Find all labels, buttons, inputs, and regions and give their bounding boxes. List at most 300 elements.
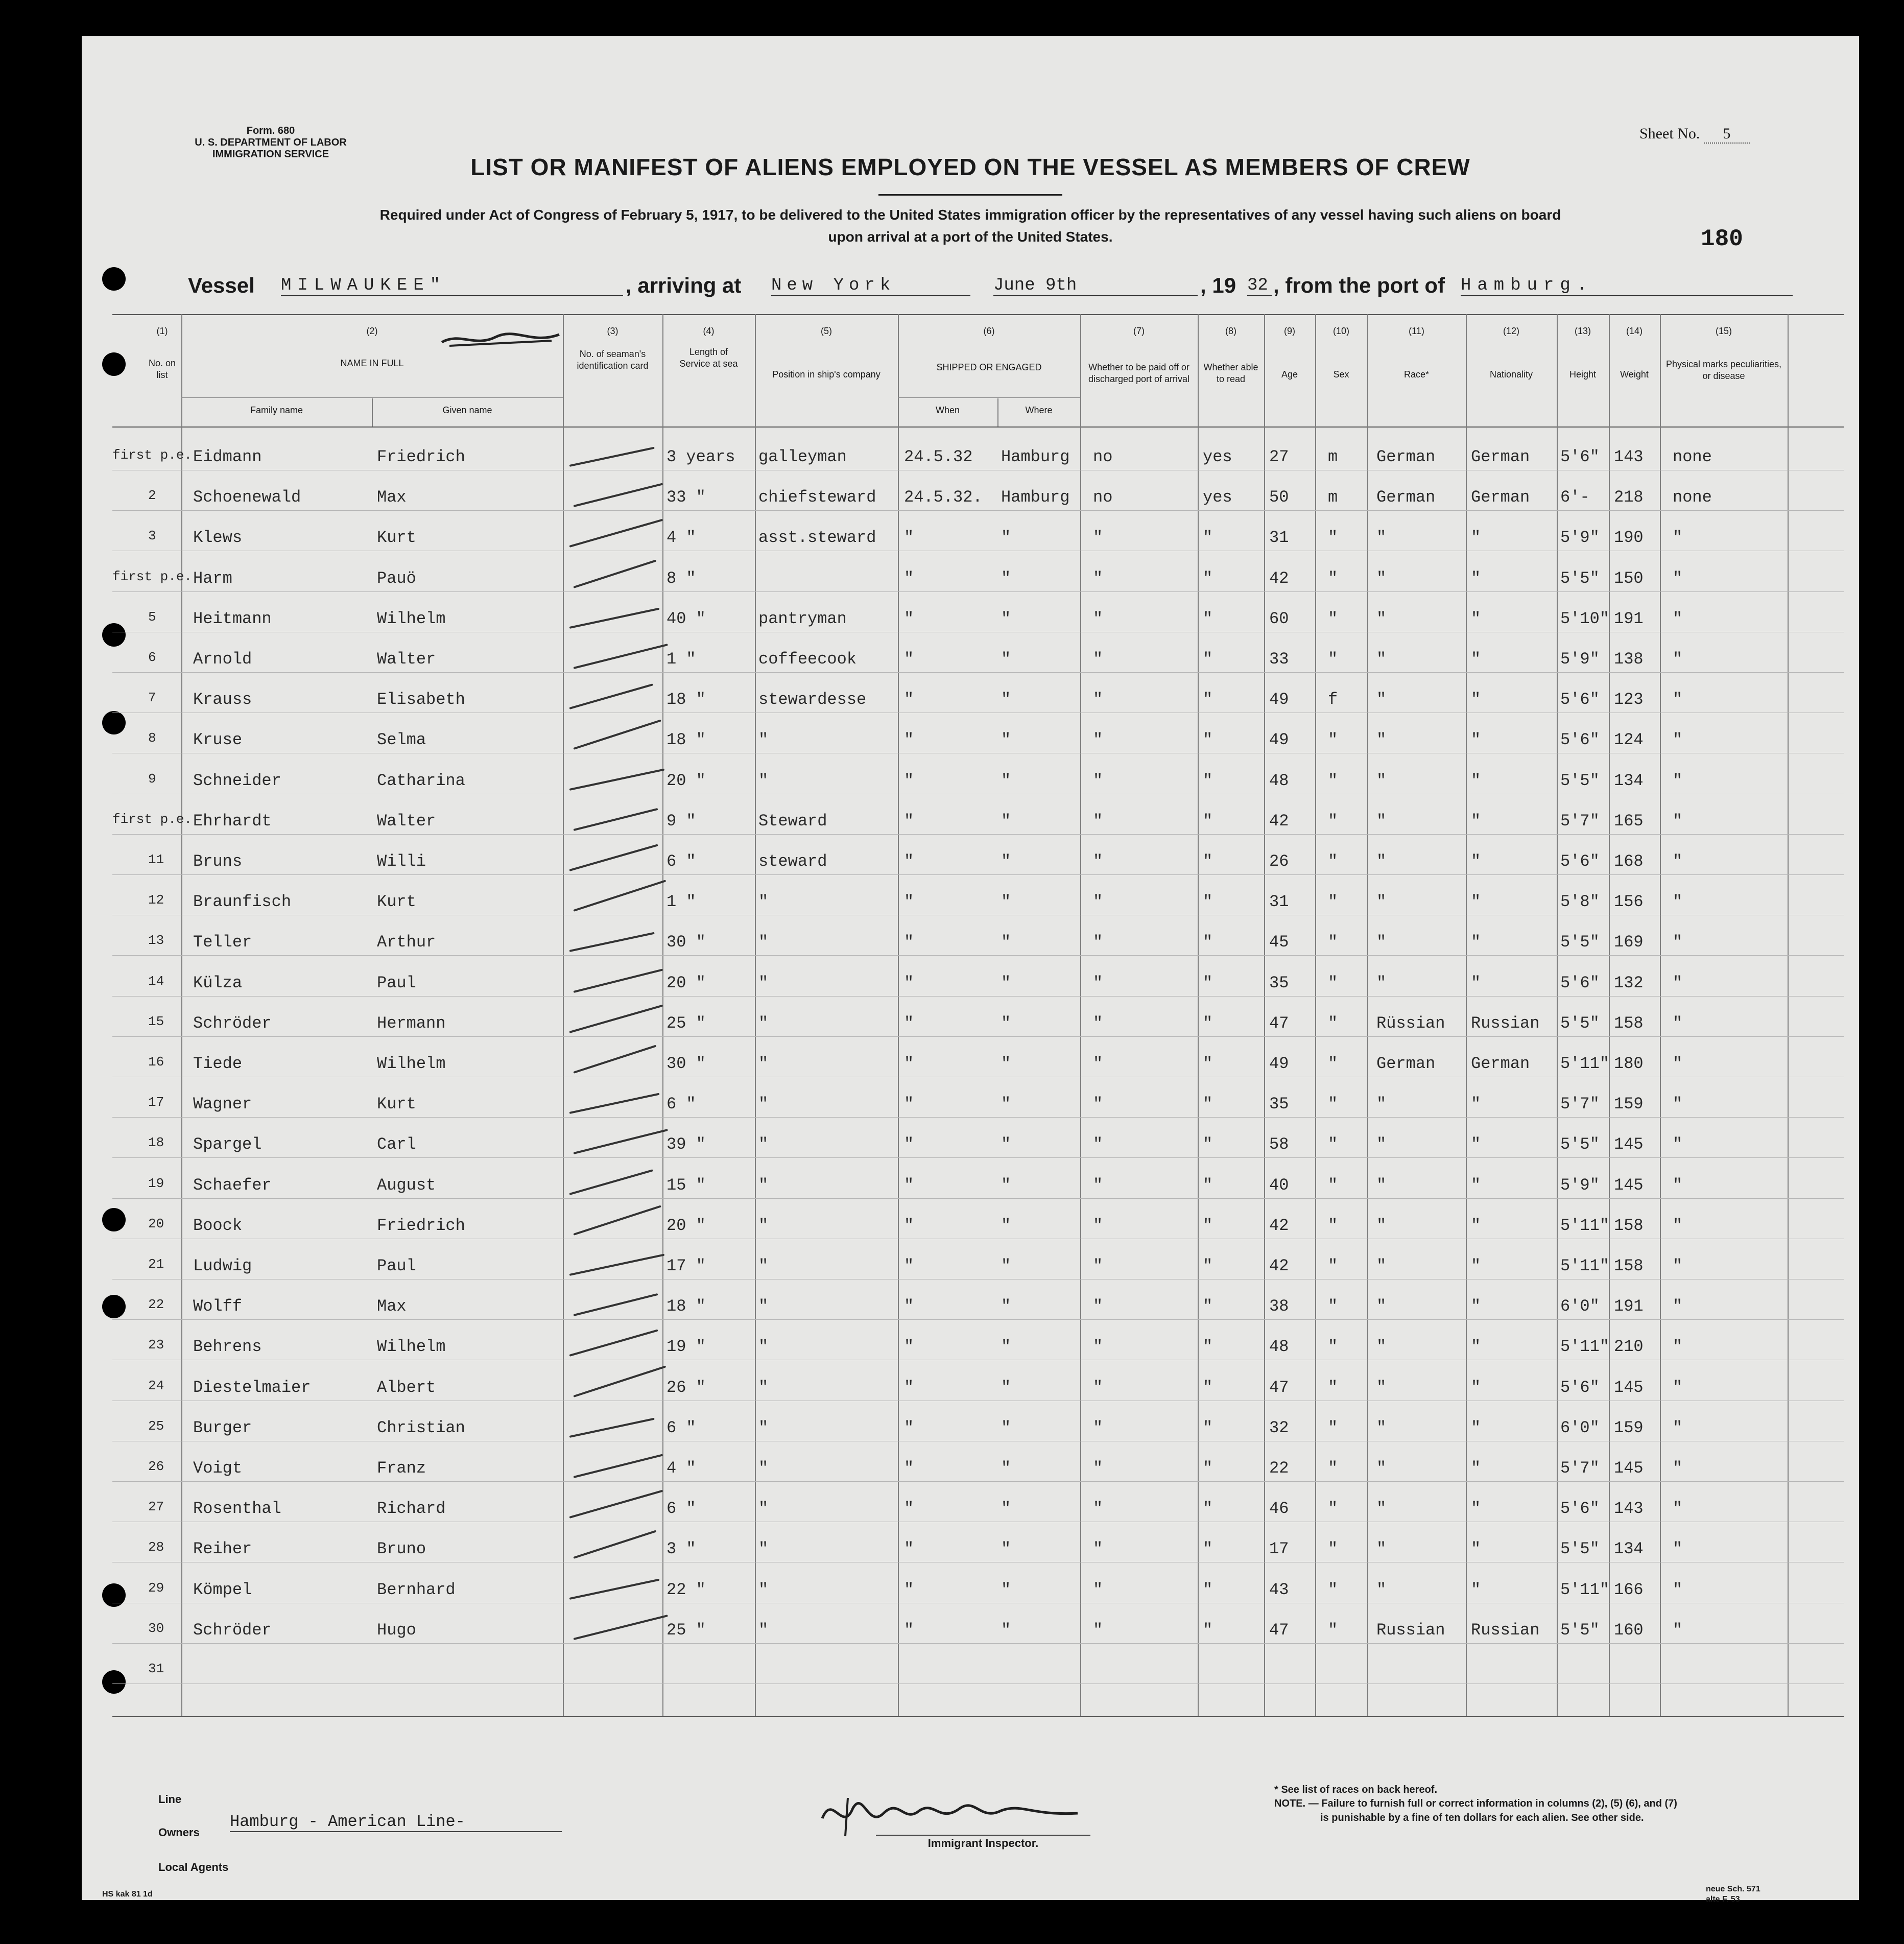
sex: " [1328, 1175, 1338, 1195]
vessel-name: MILWAUKEE" [281, 276, 623, 296]
service-length: 22 " [667, 1580, 706, 1599]
id-card-checkmark [569, 1093, 660, 1114]
given-name-subheader: Given name [442, 405, 492, 415]
id-card-checkmark [573, 880, 666, 912]
able-to-read: " [1203, 568, 1213, 588]
weight: 143 [1614, 1499, 1644, 1519]
given-name: Elisabeth [377, 690, 465, 709]
physical-marks: none [1673, 447, 1712, 466]
id-card-checkmark [574, 1615, 668, 1640]
punch-hole [102, 267, 126, 291]
age: 27 [1269, 447, 1289, 466]
row-rule [112, 1198, 1844, 1199]
row-number: 15 [148, 1013, 164, 1029]
paid-off: " [1093, 892, 1103, 912]
given-name: Christian [377, 1418, 465, 1437]
paid-off: " [1093, 771, 1103, 790]
col9-number: (9) [1284, 326, 1295, 336]
sheet-value: 5 [1704, 125, 1750, 144]
row-rule [112, 1036, 1844, 1037]
when-subheader: When [935, 405, 960, 415]
age: 33 [1269, 650, 1289, 669]
able-to-read: " [1203, 1216, 1213, 1235]
race: " [1376, 1580, 1387, 1599]
nationality: " [1471, 1216, 1481, 1235]
shipped-where: " [1001, 1175, 1011, 1195]
position: galleyman [758, 447, 847, 466]
shipped-when: " [904, 1418, 914, 1437]
service-length: 40 " [667, 609, 706, 628]
family-name: Krauss [193, 690, 252, 709]
age: 26 [1269, 852, 1289, 871]
position: pantryman [758, 609, 847, 628]
service-length: 3 " [667, 1539, 696, 1559]
manifest-sheet [82, 36, 1859, 1904]
paid-off: " [1093, 1620, 1103, 1640]
position: " [758, 1175, 769, 1195]
height: 5'11" [1560, 1337, 1610, 1357]
able-to-read: " [1203, 1013, 1213, 1033]
paid-off: " [1093, 528, 1103, 548]
race: " [1376, 852, 1387, 871]
able-to-read: " [1203, 1620, 1213, 1640]
physical-marks: " [1673, 730, 1683, 750]
shipped-when: " [904, 1378, 914, 1397]
weight: 132 [1614, 973, 1644, 992]
age: 60 [1269, 609, 1289, 628]
row-number: 29 [148, 1580, 164, 1596]
row-number: 22 [148, 1297, 164, 1313]
shipped-when: " [904, 730, 914, 750]
position: " [758, 1378, 769, 1397]
age: 45 [1269, 933, 1289, 952]
nationality: " [1471, 650, 1481, 669]
arriving-label: , arriving at [626, 273, 742, 297]
physical-marks: " [1673, 1499, 1683, 1519]
paid-off: " [1093, 690, 1103, 709]
given-name: Walter [377, 650, 436, 669]
paid-off: " [1093, 1499, 1103, 1519]
height: 5'10" [1560, 609, 1610, 628]
service-length: 18 " [667, 1297, 706, 1316]
family-name: Behrens [193, 1337, 262, 1357]
sex: " [1328, 1216, 1338, 1235]
race: " [1376, 1257, 1387, 1275]
able-to-read: " [1203, 892, 1213, 912]
given-name: Selma [377, 730, 426, 750]
race: " [1376, 1418, 1387, 1437]
arriving-port: New York [771, 276, 970, 296]
id-card-checkmark [569, 519, 663, 548]
height: 5'8" [1560, 892, 1600, 912]
punch-hole [102, 1208, 126, 1231]
race: " [1376, 973, 1387, 992]
col3-number: (3) [607, 326, 618, 336]
col12-number: (12) [1503, 326, 1519, 336]
nationality: German [1471, 488, 1530, 507]
height: 5'6" [1560, 1378, 1600, 1397]
from-port-label: , from the port of [1273, 273, 1445, 297]
family-name: Rosenthal [193, 1499, 281, 1519]
able-to-read: " [1203, 1459, 1213, 1478]
id-card-checkmark [569, 1490, 663, 1519]
inspector-label: Immigrant Inspector. [876, 1835, 1090, 1850]
shipped-when: " [904, 852, 914, 871]
physical-marks: " [1673, 933, 1683, 952]
weight: 218 [1614, 488, 1644, 507]
shipped-when: " [904, 771, 914, 790]
sex: " [1328, 730, 1338, 750]
physical-marks: " [1673, 1539, 1683, 1559]
service-length: 18 " [667, 730, 706, 750]
position: " [758, 933, 769, 952]
shipped-where: Hamburg [1001, 447, 1070, 466]
shipped-where: " [1001, 852, 1011, 871]
shipped-when: " [904, 811, 914, 831]
position: " [758, 973, 769, 992]
id-card-checkmark [573, 1205, 661, 1235]
given-name: Bruno [377, 1539, 426, 1559]
weight: 210 [1614, 1337, 1644, 1357]
position: " [758, 1257, 769, 1275]
nationality: " [1471, 973, 1481, 992]
position: " [758, 1054, 769, 1073]
weight: 134 [1614, 1539, 1644, 1559]
col-divider [1198, 314, 1199, 1716]
nationality: " [1471, 1135, 1481, 1154]
year-suffix: 32 [1247, 276, 1272, 296]
shipped-when: " [904, 1135, 914, 1154]
col3-header: No. of seaman's identification card [577, 349, 649, 371]
service-length: 25 " [667, 1620, 706, 1640]
given-name: Catharina [377, 771, 465, 790]
row-number: 3 [148, 528, 156, 544]
position: " [758, 1135, 769, 1154]
race: " [1376, 650, 1387, 669]
given-name: Franz [377, 1459, 426, 1478]
sex: " [1328, 892, 1338, 912]
age: 47 [1269, 1620, 1289, 1640]
weight: 138 [1614, 650, 1644, 669]
family-name: Schaefer [193, 1175, 272, 1195]
shipped-when: " [904, 1499, 914, 1519]
given-name: Max [377, 488, 407, 507]
weight: 134 [1614, 771, 1644, 790]
col-divider [755, 314, 756, 1716]
physical-marks: " [1673, 852, 1683, 871]
able-to-read: " [1203, 1135, 1213, 1154]
vessel-label: Vessel [188, 273, 255, 297]
paid-off: " [1093, 933, 1103, 952]
age: 46 [1269, 1499, 1289, 1519]
weight: 156 [1614, 892, 1644, 912]
given-name: Albert [377, 1378, 436, 1397]
paid-off: " [1093, 973, 1103, 992]
col8-header: Whether able to read [1203, 362, 1258, 384]
row-number: 9 [148, 771, 156, 787]
row-number: 28 [148, 1539, 164, 1555]
physical-marks: " [1673, 1418, 1683, 1437]
given-name: Arthur [377, 933, 436, 952]
col-divider [1660, 314, 1661, 1716]
given-name: Paul [377, 973, 416, 992]
service-length: 6 " [667, 852, 696, 871]
given-name: Friedrich [377, 447, 465, 466]
physical-marks: " [1673, 1054, 1683, 1073]
race: German [1376, 447, 1436, 466]
weight: 160 [1614, 1620, 1644, 1640]
age: 31 [1269, 528, 1289, 548]
nationality: " [1471, 1337, 1481, 1357]
physical-marks: " [1673, 811, 1683, 831]
race: " [1376, 1216, 1387, 1235]
family-name: Bruns [193, 852, 243, 871]
height: 5'11" [1560, 1580, 1610, 1599]
owners-label: Owners [158, 1826, 200, 1839]
position: Steward [758, 811, 827, 831]
age: 42 [1269, 1257, 1289, 1275]
height: 5'5" [1560, 1539, 1600, 1559]
penalty-note [1274, 1798, 1677, 1810]
row-rule [112, 672, 1844, 673]
title-underline [878, 194, 1062, 196]
weight: 145 [1614, 1459, 1644, 1478]
physical-marks: " [1673, 1297, 1683, 1316]
row-rule [112, 1117, 1844, 1118]
age: 38 [1269, 1297, 1289, 1316]
col-divider [181, 314, 182, 1716]
family-name: Burger [193, 1418, 252, 1437]
paid-off: " [1093, 1135, 1103, 1154]
shipped-where: " [1001, 1539, 1011, 1559]
given-name: Richard [377, 1499, 446, 1519]
id-card-checkmark [569, 1578, 660, 1599]
height: 5'6" [1560, 690, 1600, 709]
service-length: 20 " [667, 1216, 706, 1235]
sex: " [1328, 811, 1338, 831]
paid-off: " [1093, 1580, 1103, 1599]
paid-off: " [1093, 568, 1103, 588]
age: 50 [1269, 488, 1289, 507]
col10-header: Sex [1333, 369, 1349, 380]
col-divider [662, 314, 663, 1716]
paid-off: " [1093, 1095, 1103, 1114]
sex: " [1328, 1378, 1338, 1397]
weight: 159 [1614, 1095, 1644, 1114]
paid-off: " [1093, 1297, 1103, 1316]
family-name: Kömpel [193, 1580, 252, 1599]
punch-hole [102, 1670, 126, 1694]
shipped-when: " [904, 1257, 914, 1275]
paid-off: " [1093, 730, 1103, 750]
service-length: 6 " [667, 1499, 696, 1519]
service-length: 26 " [667, 1378, 706, 1397]
service-length: 33 " [667, 488, 706, 507]
physical-marks: " [1673, 771, 1683, 790]
age: 35 [1269, 973, 1289, 992]
id-card-checkmark [573, 720, 661, 750]
age: 49 [1269, 1054, 1289, 1073]
line-label: Line [158, 1793, 182, 1806]
row-number: first p.e. [112, 811, 193, 827]
paid-off: " [1093, 1337, 1103, 1357]
paid-off: " [1093, 1216, 1103, 1235]
corner-code-1: neue Sch. 571 [1706, 1885, 1760, 1893]
race: Russian [1376, 1620, 1445, 1640]
family-name: Harm [193, 568, 232, 588]
col14-number: (14) [1626, 326, 1643, 336]
sex: " [1328, 528, 1338, 548]
sex: m [1328, 488, 1338, 507]
page-title: LIST OR MANIFEST OF ALIENS EMPLOYED ON THE VESSEL AS MEMBERS OF CREW [470, 154, 1470, 180]
weight: 166 [1614, 1580, 1644, 1599]
row-number: 19 [148, 1175, 164, 1191]
header-bottom-rule [112, 426, 1844, 428]
shipped-where: " [1001, 650, 1011, 669]
row-number: 26 [148, 1459, 164, 1474]
nationality: " [1471, 1257, 1481, 1275]
id-card-checkmark [569, 1169, 653, 1195]
col10-number: (10) [1332, 326, 1349, 336]
position: " [758, 1499, 769, 1519]
id-card-checkmark [574, 1293, 658, 1316]
sex: " [1328, 1499, 1338, 1519]
able-to-read: " [1203, 650, 1213, 669]
service-length: 39 " [667, 1135, 706, 1154]
able-to-read: " [1203, 973, 1213, 992]
service-name: IMMIGRATION SERVICE [212, 149, 329, 160]
height: 5'5" [1560, 933, 1600, 952]
col11-header: Race* [1403, 369, 1430, 380]
physical-marks: " [1673, 690, 1683, 709]
family-name: Wagner [193, 1095, 252, 1114]
row-number: 17 [148, 1095, 164, 1110]
shipped-where: " [1001, 892, 1011, 912]
note-text-2: is punishable by a fine of ten dollars for each alien. See other side. [1320, 1812, 1644, 1823]
row-number: 2 [148, 488, 156, 504]
sex: " [1328, 852, 1338, 871]
position: coffeecook [758, 650, 857, 669]
family-name: Schoenewald [193, 488, 301, 507]
position: " [758, 1459, 769, 1478]
physical-marks: " [1673, 609, 1683, 628]
shipped-where: " [1001, 1337, 1011, 1357]
race: " [1376, 892, 1387, 912]
age: 43 [1269, 1580, 1289, 1599]
id-card-checkmark [574, 968, 663, 992]
weight: 145 [1614, 1378, 1644, 1397]
able-to-read: " [1203, 1539, 1213, 1559]
shipped-when: " [904, 892, 914, 912]
shipped-where: " [1001, 1378, 1011, 1397]
position: " [758, 771, 769, 790]
col12-header: Nationality [1489, 369, 1533, 380]
shipped-when: 24.5.32. [904, 488, 983, 507]
given-name: Wilhelm [377, 1054, 446, 1073]
row-number: 23 [148, 1337, 164, 1353]
race: " [1376, 690, 1387, 709]
col-divider [1557, 314, 1558, 1716]
paid-off: " [1093, 609, 1103, 628]
position: " [758, 1095, 769, 1114]
col-divider [1080, 314, 1081, 1716]
row-number: first p.e. [112, 568, 193, 584]
service-length: 1 " [667, 892, 696, 912]
nationality: " [1471, 1539, 1481, 1559]
col4-header: Length of Service at sea [679, 347, 738, 369]
owners-value: Hamburg - American Line- [230, 1812, 562, 1832]
row-number: 27 [148, 1499, 164, 1515]
shipped-when: 24.5.32 [904, 447, 973, 466]
col-divider [1315, 314, 1316, 1716]
family-name: Klews [193, 528, 243, 548]
weight: 159 [1614, 1418, 1644, 1437]
race: " [1376, 1095, 1387, 1114]
given-name: Bernhard [377, 1580, 456, 1599]
position: " [758, 1418, 769, 1437]
able-to-read: " [1203, 1418, 1213, 1437]
physical-marks: " [1673, 1620, 1683, 1640]
service-length: 6 " [667, 1095, 696, 1114]
service-length: 17 " [667, 1257, 706, 1275]
sex: " [1328, 1257, 1338, 1275]
race: German [1376, 488, 1436, 507]
height: 5'5" [1560, 568, 1600, 588]
able-to-read: " [1203, 852, 1213, 871]
weight: 145 [1614, 1175, 1644, 1195]
able-to-read: " [1203, 1378, 1213, 1397]
height: 5'7" [1560, 811, 1600, 831]
shipped-when: " [904, 1095, 914, 1114]
nationality: " [1471, 933, 1481, 952]
col-divider [898, 314, 899, 1716]
position: stewardesse [758, 690, 867, 709]
col14-header: Weight [1620, 369, 1649, 380]
shipped-where: " [1001, 1620, 1011, 1640]
shipped-where: " [1001, 1459, 1011, 1478]
shipped-where: " [1001, 933, 1011, 952]
id-card-checkmark [569, 932, 655, 952]
name-subheader-rule [181, 397, 563, 398]
row-rule [112, 955, 1844, 956]
shipped-when: " [904, 1580, 914, 1599]
service-length: 4 " [667, 528, 696, 548]
col13-number: (13) [1574, 326, 1591, 336]
physical-marks: " [1673, 892, 1683, 912]
shipped-where: " [1001, 568, 1011, 588]
service-length: 1 " [667, 650, 696, 669]
nationality: " [1471, 690, 1481, 709]
nationality: " [1471, 892, 1481, 912]
col2-number: (2) [366, 326, 378, 336]
position: " [758, 1580, 769, 1599]
col-divider [1788, 314, 1789, 1716]
family-name: Arnold [193, 650, 252, 669]
paid-off: " [1093, 1013, 1103, 1033]
row-number: 6 [148, 650, 156, 665]
shipped-when: " [904, 1216, 914, 1235]
given-name: Max [377, 1297, 407, 1316]
nationality: " [1471, 1175, 1481, 1195]
physical-marks: " [1673, 1013, 1683, 1033]
given-name: Kurt [377, 528, 416, 548]
nationality: " [1471, 528, 1481, 548]
position: " [758, 730, 769, 750]
race: " [1376, 730, 1387, 750]
age: 17 [1269, 1539, 1289, 1559]
col-divider [1264, 314, 1265, 1716]
height: 5'11" [1560, 1054, 1610, 1073]
